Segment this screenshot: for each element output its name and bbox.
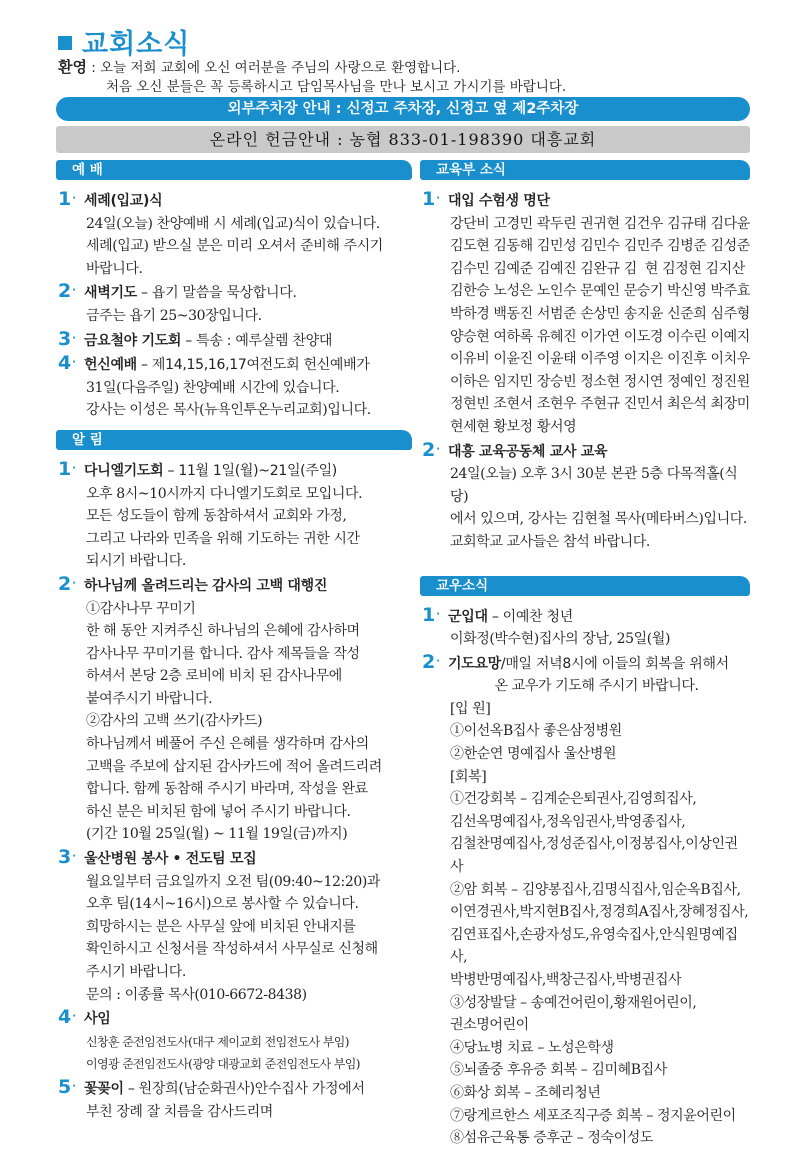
item-body: 월요일부터 금요일까지 오전 팀(09:40~12:20)과 오후 팀(14시~16시)으로 봉사할 수 있습니다. 희망하시는 분은 사무실 앞에 비치된 안내지를 확인하시고 신청서를 작성하셔서 사무실로 신청해 주시기 바랍니다. 문의 : 이종률 목사(010-6672-8438) [86,873,381,1003]
list-item [56,457,412,573]
dot-separator-icon: · [72,1011,77,1023]
offering-notice-bar: 온라인 헌금안내 : 농협 833-01-198390 대흥교회 [56,126,750,153]
item-title: 울산병원 봉사 • 전도팀 모집 [84,851,257,868]
list-item [56,848,412,1006]
list-item [56,327,412,353]
item-number: 2· [422,438,441,461]
item-body: 강단비 고경민 곽두린 권귀현 김건우 김규태 김다윤 김도현 김동해 김민성 김민수 김민주 김병준 김성준 김수민 김예준 김예진 김완규 김 현 김정현 김지산 김한승 노성은 노인수 문예인 문승기 박신영 박주효 박하경 백동진 서범준 손상민 송지윤 신준희 심주형 양승현 여하록 유혜진 이가연 이도경 이수린 이예지 이유비 이윤진 이윤태 이주영 이지은 이진후 이치우 이하은 임지민 장승빈 정소현 정시연 정예인 정진원 정현빈 조현서 조현우 주현규 진민서 최은석 최장미 현세현 황보정 황서영 [450,215,750,435]
item-title: 기도요망/매일 저녁8시에 이들의 회복을 위해서 [448,655,729,672]
members-section [420,576,750,1150]
list-item [56,1008,412,1076]
item-number: 4· [58,352,77,375]
welcome-line2: 처음 오신 분들은 꼭 등록하시고 담임목사님을 만나 보시고 가시기를 바랍니다. [106,79,567,95]
list-item [56,282,412,327]
section-header-education: 교육부 소식 [420,160,750,180]
notice-section [56,430,412,1123]
item-number: 1· [58,457,77,480]
welcome-line1: : 오늘 저희 교회에 오신 여러분을 주님의 사랑으로 환영합니다. [86,60,461,76]
parking-notice-bar: 외부주차장 안내 : 신정고 주차장, 신정고 옆 제2주차장 [56,97,750,121]
item-title: 꽃꽂이 – 원장희(남순화권사)안수집사 가정에서 [84,1080,365,1097]
members-items [420,603,750,1150]
item-number: 1· [58,188,77,210]
right-column [420,160,750,1152]
item-body: 31일(다음주일) 찬양예배 시간에 있습니다. 강사는 이성은 목사(뉴욕인투온누리교회)입니다. [86,379,371,419]
worship-section [56,160,412,422]
item-number: 1· [422,603,441,626]
item-title: 금요철야 기도회 – 특송 : 예루살렘 찬양대 [84,332,333,349]
left-column [56,160,412,1125]
education-section [420,160,750,554]
dot-separator-icon: · [72,462,77,474]
item-body: 금주는 욥기 25~30장입니다. [86,307,262,324]
item-body: 24일(오늘) 찬양예배 시 세례(입교)식이 있습니다. 세례(입교) 받으실 분은 미리 오셔서 준비해 주시기 바랍니다. [86,215,383,277]
item-body: 이화정(박수현)집사의 장남, 25일(월) [450,631,671,648]
section-header-worship: 예 배 [56,160,412,180]
worship-items [56,190,412,422]
education-items [420,190,750,554]
welcome-label: 환영 [58,58,87,76]
list-item [56,190,412,280]
item-title: 세례(입교)식 [84,193,163,209]
dot-separator-icon: · [72,1080,77,1092]
item-number: 2· [422,650,441,673]
page-title: 교회소식 [58,22,190,61]
item-body: 신창훈 준전임전도사(대구 제이교회 전임전도사 부임) 이영광 준전임전도사(광양 대광교회 준전임전도사 부임) [86,1034,360,1072]
dot-separator-icon: · [72,851,77,863]
dot-separator-icon: · [72,193,77,204]
item-title: 다니엘기도회 – 11월 1일(월)~21일(주일) [84,462,337,479]
dot-separator-icon: · [72,577,77,589]
list-item [56,572,412,846]
item-title: 헌신예배 – 제14,15,16,17여전도회 헌신예배가 [84,357,370,374]
item-number: 1· [422,188,441,210]
dot-separator-icon: · [436,443,441,455]
item-number: 2· [58,280,77,303]
item-title: 하나님께 올려드리는 감사의 고백 대행진 [84,577,328,594]
dot-separator-icon: · [72,357,77,369]
item-number: 5· [58,1075,77,1098]
item-title: 사임 [84,1011,111,1028]
item-number: 2· [58,572,77,595]
section-header-notice: 알 림 [56,430,412,450]
item-number: 3· [58,846,77,869]
item-title: 군입대 – 이예찬 청년 [448,608,573,625]
list-item [56,1075,412,1123]
item-body: 부친 장례 잘 치름을 감사드리며 [86,1103,273,1120]
section-header-members: 교우소식 [420,576,750,596]
item-title: 대입 수험생 명단 [448,193,550,209]
item-number: 4· [58,1006,77,1029]
dot-separator-icon: · [436,608,441,620]
item-title: 새벽기도 – 욥기 말씀을 묵상합니다. [84,285,297,302]
notice-items [56,457,412,1123]
item-body: 오후 8시~10시까지 다니엘기도회로 모입니다. 모든 성도들이 함께 동참하셔서 교회와 가정, 그리고 나라와 민족을 위해 기도하는 귀한 시간 되시기 바랍니다. [86,485,363,570]
list-item [420,190,750,439]
list-item [420,650,750,1150]
welcome-message [58,58,758,97]
item-title: 대흥 교육공동체 교사 교육 [448,443,608,460]
list-item [56,354,412,422]
dot-separator-icon: · [72,285,77,297]
item-number: 3· [58,327,77,350]
item-body: 온 교우가 기도해 주시기 바랍니다. [입 원] ①이선옥B집사 좋은삼정병원 ②한순연 명예집사 울산병원 [회복] ①건강회복 – 김계순은퇴권사,김영희집사, 김선옥명예집사,정옥임권사,박영종집사, 김철찬명예집사,정성준집사,이정봉집사,이상인권사 ②암 회복 – 김양봉집사,김명식집사,임순옥B집사, 이연경권사,박지현B집사,정경희A집사,장혜정집사, 김연표집사,손광자성도,유영숙집사,안식원명예집사, 박병반명예집사,백창근집사,박병권집사 ③성장발달 – 송예건어린이,황재원어린이, 권소명어린이 ④당뇨병 치료 – 노성은학생 ⑤뇌졸중 후유증 회복 – 김미혜B집사 ⑥화상 회복 – 조혜리청년 ⑦랑게르한스 세포조직구증 회복 – 정지윤어린이 ⑧섬유근육통 증후군 – 정숙이성도 [450,678,749,1147]
list-item [420,438,750,554]
item-body: ①감사나무 꾸미기 한 해 동안 지켜주신 하나님의 은혜에 감사하며 감사나무 꾸미기를 합니다. 감사 제목들을 작성 하셔서 본당 2층 로비에 비치 된 감사나무에 붙여주시기 바랍니다. ②감사의 고백 쓰기(감사카드) 하나님께서 베풀어 주신 은혜를 생각하며 감사의 고백을 주보에 삽지된 감사카드에 적어 올려드리려 합니다. 함께 동참해 주시기 바라며, 작성을 완료 하신 분은 비치된 함에 넣어 주시기 바랍니다. (기간 10월 25일(월) ~ 11월 19일(금)까지) [86,600,382,843]
dot-separator-icon: · [436,193,441,204]
dot-separator-icon: · [72,332,77,344]
list-item [420,603,750,651]
dot-separator-icon: · [436,655,441,667]
item-body: 24일(오늘) 오후 3시 30분 본관 5층 다목적홀(식당) 에서 있으며, 강사는 김현철 목사(메타버스)입니다. 교회학교 교사들은 참석 바랍니다. [450,466,747,550]
square-bullet-icon [58,36,72,50]
